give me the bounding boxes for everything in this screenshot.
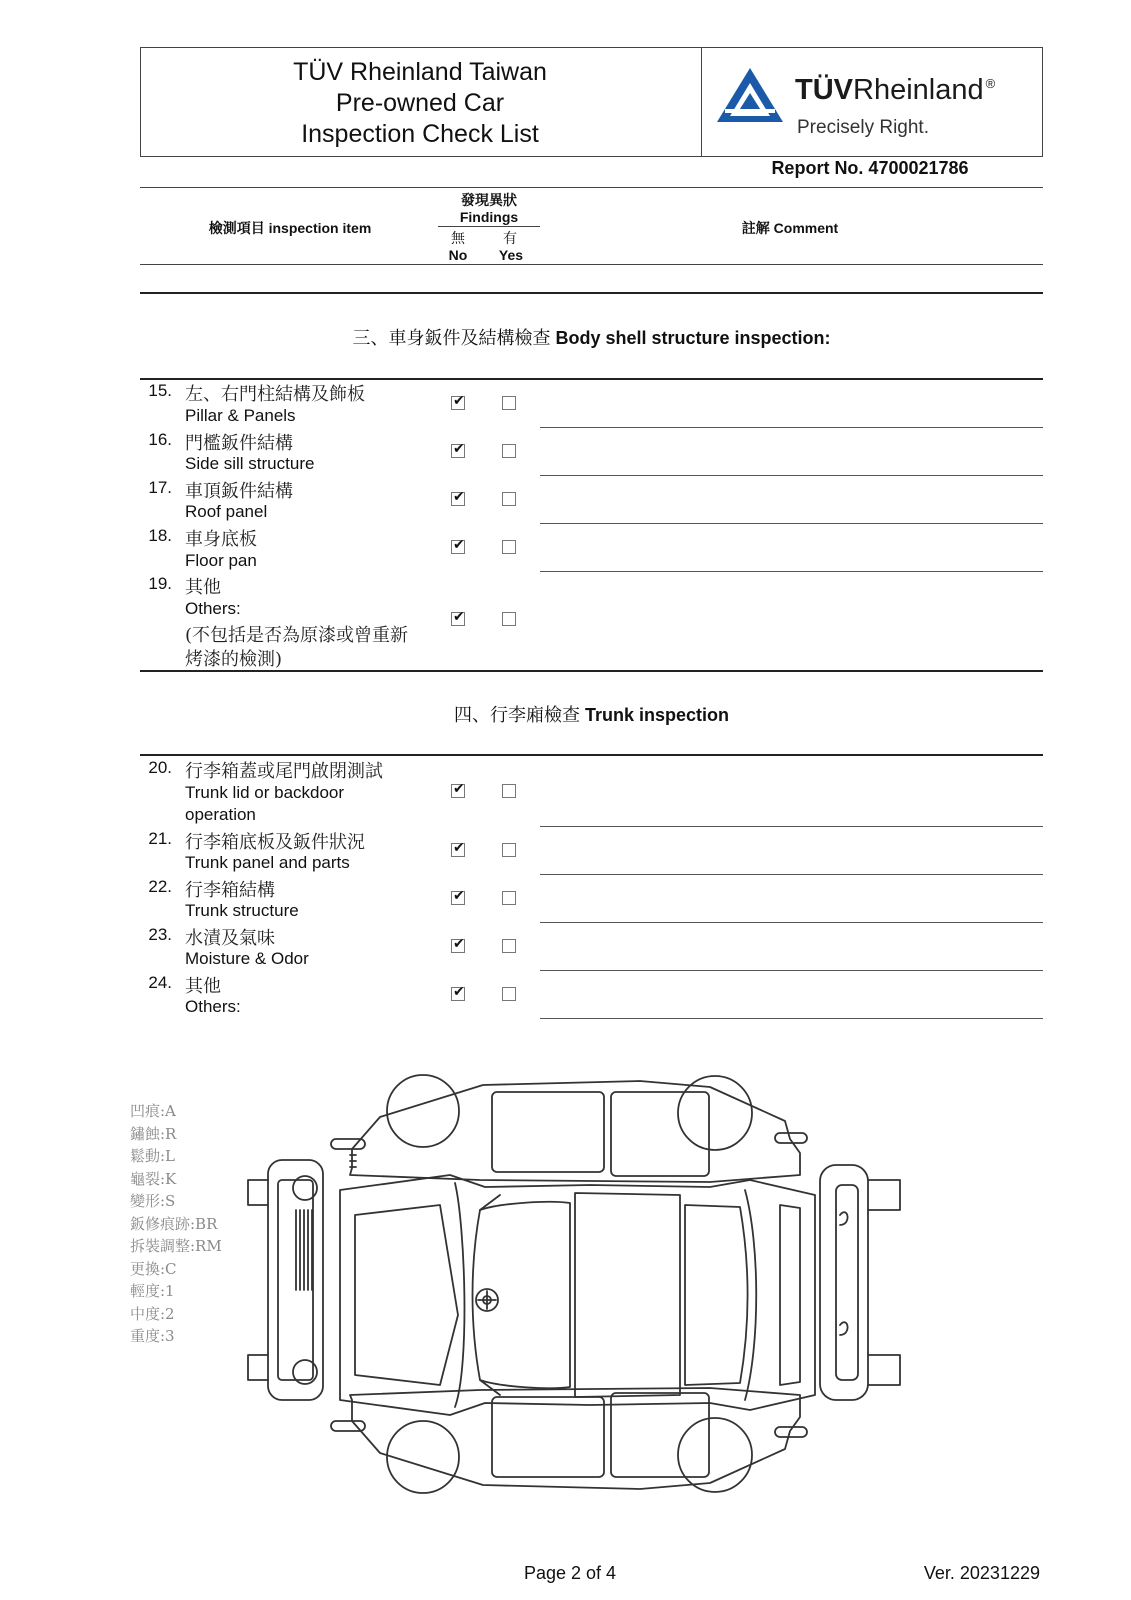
item-label-zh: 行李箱結構: [185, 880, 275, 901]
check-mark-icon: ✔: [453, 888, 465, 904]
checkbox-no[interactable]: [451, 441, 465, 458]
checkbox-no[interactable]: [451, 393, 465, 410]
section-rule: [140, 754, 1043, 756]
checkbox-yes[interactable]: [502, 891, 516, 905]
item-label-en: Side sill structure: [185, 454, 315, 473]
comment-line: [540, 874, 1043, 875]
car-rear-view: [820, 1165, 900, 1400]
item-number: 23.: [148, 925, 172, 944]
comment-line: [540, 922, 1043, 923]
checkbox-yes[interactable]: [502, 784, 516, 798]
checkbox-no[interactable]: [451, 984, 465, 1001]
legend-item: 拆裝調整:RM: [130, 1237, 222, 1255]
checkbox-yes[interactable]: [502, 444, 516, 458]
item-label-en: Others:: [185, 997, 241, 1016]
section-title-zh: 三、車身鈑件及結構檢查: [352, 328, 551, 349]
checkbox-no[interactable]: [451, 781, 465, 798]
check-mark-icon: ✔: [453, 840, 465, 856]
car-front-view: [248, 1160, 323, 1400]
legend-item: 變形:S: [130, 1192, 176, 1210]
item-number: 18.: [148, 526, 172, 545]
comment-line: [540, 571, 1043, 572]
comment-line: [540, 427, 1043, 428]
item-number: 15.: [148, 381, 172, 400]
section-title-zh: 四、行李廂檢查: [453, 705, 580, 726]
checkbox-yes[interactable]: [502, 540, 516, 554]
column-item-header: 檢測項目 inspection item: [208, 220, 372, 236]
item-label-zh: 其他: [185, 577, 221, 598]
tuv-logo: [715, 62, 1035, 147]
item-label-en: Floor pan: [185, 551, 257, 570]
check-mark-icon: ✔: [453, 609, 465, 625]
checkbox-yes[interactable]: [502, 987, 516, 1001]
title-line-1: TÜV Rheinland Taiwan: [293, 58, 547, 86]
check-mark-icon: ✔: [453, 489, 465, 505]
logo-tagline: Precisely Right.: [797, 117, 929, 138]
title-line-2: Pre-owned Car: [335, 89, 505, 117]
item-label-en: Moisture & Odor: [185, 949, 309, 968]
logo-brand-bold: TÜV: [795, 74, 853, 106]
legend-item: 中度:2: [130, 1304, 175, 1323]
legend-item: 重度:3: [130, 1327, 175, 1345]
check-mark-icon: ✔: [453, 393, 465, 409]
check-mark-icon: ✔: [453, 441, 465, 457]
section-title-trunk: [140, 701, 1043, 727]
item-label-en: Others:: [185, 599, 241, 618]
legend-item: 鬆動:L: [130, 1147, 176, 1165]
item-number: 22.: [148, 877, 172, 896]
column-header-bottom-rule: [140, 264, 1043, 265]
comment-line: [540, 970, 1043, 971]
item-number: 19.: [148, 574, 172, 593]
checkbox-no[interactable]: [451, 489, 465, 506]
item-label-zh: 水漬及氣味: [185, 928, 275, 949]
column-no-en: No: [448, 247, 468, 263]
comment-line: [540, 475, 1043, 476]
checkbox-no[interactable]: [451, 537, 465, 554]
logo-registered: ®: [985, 76, 996, 91]
header-divider: [701, 47, 702, 157]
check-mark-icon: ✔: [453, 537, 465, 553]
legend-item: 鈑修痕跡:BR: [130, 1214, 218, 1233]
tuv-triangle-icon: [715, 66, 785, 126]
section-rule: [140, 670, 1043, 672]
checkbox-no[interactable]: [451, 888, 465, 905]
page-number: Page 2 of 4: [523, 1563, 617, 1583]
item-label-en: Roof panel: [185, 502, 268, 521]
version: Ver. 20231229: [923, 1563, 1040, 1583]
column-findings-zh: 發現異狀: [461, 192, 517, 208]
car-top-view: [340, 1175, 815, 1415]
item-label-zh: 行李箱底板及鈑件狀況: [185, 832, 365, 853]
item-label-zh: 車頂鈑件結構: [185, 481, 293, 502]
logo-brand-regular: Rheinland: [853, 74, 984, 106]
car-damage-diagram: [240, 1065, 940, 1515]
column-header-top-rule: [140, 187, 1043, 188]
checkbox-yes[interactable]: [502, 843, 516, 857]
checkbox-yes[interactable]: [502, 612, 516, 626]
item-label-en: Trunk structure: [185, 901, 299, 920]
damage-legend: [130, 1100, 222, 1348]
legend-item: 更換:C: [130, 1259, 177, 1278]
column-yes-en: Yes: [498, 247, 524, 263]
item-label-en: operation: [185, 805, 256, 824]
item-note-zh: 烤漆的檢測): [185, 649, 283, 670]
item-number: 21.: [148, 829, 172, 848]
item-number: 17.: [148, 478, 172, 497]
legend-item: 輕度:1: [130, 1282, 175, 1300]
comment-line: [540, 523, 1043, 524]
logo-brand: [795, 74, 995, 107]
item-number: 24.: [148, 973, 172, 992]
document-title: [140, 57, 700, 150]
findings-underline: [438, 226, 540, 227]
column-findings-en: Findings: [459, 209, 519, 225]
checkbox-no[interactable]: [451, 609, 465, 626]
section-title-en: Body shell structure inspection:: [555, 328, 831, 348]
column-header-thick-rule: [140, 292, 1043, 294]
legend-item: 龜裂:K: [130, 1169, 177, 1188]
title-line-3: Inspection Check List: [301, 120, 539, 148]
item-label-zh: 其他: [185, 976, 221, 997]
item-number: 16.: [148, 430, 172, 449]
item-label-zh: 門檻鈑件結構: [185, 433, 293, 454]
item-label-zh: 車身底板: [185, 529, 257, 550]
item-label-en: Pillar & Panels: [185, 406, 296, 425]
legend-item: 鏽蝕:R: [130, 1124, 177, 1143]
comment-line: [540, 1018, 1043, 1019]
item-label-zh: 左、右門柱結構及飾板: [185, 384, 365, 405]
check-mark-icon: ✔: [453, 781, 465, 797]
check-mark-icon: ✔: [453, 936, 465, 952]
item-label-zh: 行李箱蓋或尾門啟閉測試: [185, 761, 383, 782]
item-note-zh: (不包括是否為原漆或曾重新: [185, 625, 409, 646]
item-label-en: Trunk lid or backdoor: [185, 783, 345, 802]
checkbox-yes[interactable]: [502, 396, 516, 410]
item-label-en: Trunk panel and parts: [185, 853, 350, 872]
section-title-body-shell: [140, 324, 1043, 350]
comment-line: [540, 826, 1043, 827]
section-title-en: Trunk inspection: [584, 705, 730, 725]
item-number: 20.: [148, 758, 172, 777]
checkbox-no[interactable]: [451, 840, 465, 857]
column-no-zh: 無: [451, 230, 465, 246]
checkbox-no[interactable]: [451, 936, 465, 953]
column-yes-zh: 有: [503, 230, 517, 246]
checkbox-yes[interactable]: [502, 939, 516, 953]
legend-item: 凹痕:A: [130, 1102, 176, 1120]
check-mark-icon: ✔: [453, 984, 465, 1000]
checkbox-yes[interactable]: [502, 492, 516, 506]
report-number: Report No. 4700021786: [771, 158, 969, 178]
column-comment-header: 註解 Comment: [741, 220, 839, 236]
car-side-view-top: [331, 1075, 807, 1182]
